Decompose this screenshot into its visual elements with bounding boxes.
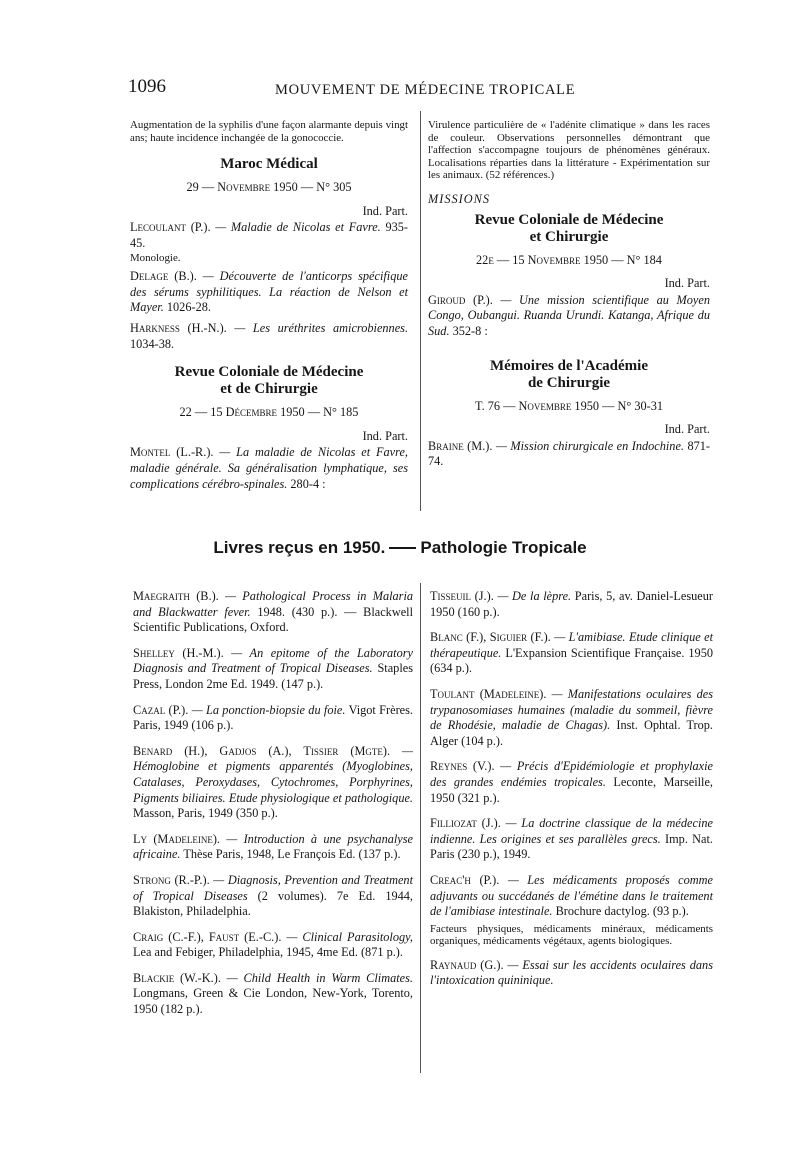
book-author: Craig (C.-F.), Faust (E.-C.).	[133, 929, 282, 944]
book-entry	[430, 630, 713, 677]
entry-ref: 280-4 :	[287, 476, 326, 491]
book-publisher: Lea and Febiger, Philadelphia, 1945, 4me Ed. (871 p.).	[133, 945, 403, 960]
ind-part-label: Ind. Part.	[664, 422, 710, 437]
book-publisher: Thèse Paris, 1948, Le François Ed. (137 p.).	[180, 847, 401, 862]
books-heading-right: Pathologie Tropicale	[420, 538, 587, 557]
book-title: — Clinical Parasitology,	[281, 929, 413, 944]
entry-ref: 352-8 :	[449, 323, 488, 338]
entry-author: Delage (B.).	[130, 269, 197, 284]
article-entry	[428, 439, 710, 470]
book-entry	[133, 971, 413, 1018]
book-publisher: L'Expansion Scientifique Française. 1950 (634 p.).	[430, 645, 713, 676]
book-title: — Introduction à une psychanalyse africaine.	[133, 831, 413, 862]
entry-author: Braine (M.).	[428, 438, 493, 453]
book-publisher: 1948. (430 p.). — Blackwell Scientific Publications, Oxford.	[133, 604, 413, 635]
book-publisher: Staples Press, London 2me Ed. 1949. (147 p.).	[133, 661, 413, 691]
entry-title: — Maladie de Nicolas et Favre.	[215, 220, 381, 235]
book-title: — Hémoglobine et pigments apparentés (Myoglobines, Catalases, Peroxydases, Cytochromes, Porphyrines, Pigments biliaires. Etude physiologique et pathologique.	[133, 743, 413, 805]
entry-ref: 1034-38.	[130, 336, 175, 351]
book-entry	[430, 687, 713, 749]
book-title: — An epitome of the Laboratory Diagnosis and Treatment of Tropical Diseases.	[133, 645, 413, 676]
issue-line: 29 — Novembre 1950 — N° 305	[186, 180, 352, 195]
entry-title: — Mission chirurgicale en Indochine.	[495, 438, 684, 453]
entry-title: — Les uréthrites amicrobiennes.	[234, 320, 409, 335]
article-entry	[130, 321, 408, 352]
journal-title: Maroc Médical	[220, 156, 318, 173]
book-title: — Pathological Process in Malaria and Blackwatter fever.	[133, 589, 414, 619]
book-title: — Les médicaments proposés comme adjuvants ou succédanés de l'émétine dans le traitement de l'amibiase intestinale.	[430, 872, 713, 919]
book-title: — Child Health in Warm Climates.	[220, 970, 413, 985]
journal-title-line: et Chirurgie	[529, 228, 609, 245]
book-publisher: Imp. Nat. Paris (230 p.), 1949.	[430, 831, 713, 862]
left-top-column	[130, 119, 408, 497]
book-author: Creac'h (P.).	[430, 872, 500, 887]
issue-line: 22 — 15 Décembre 1950 — N° 185	[179, 405, 359, 420]
book-publisher: Longmans, Green & Cie London, New-York, Torento, 1950 (182 p.).	[133, 986, 413, 1017]
entry-author: Lecoulant (P.).	[130, 220, 211, 235]
book-entry	[430, 816, 713, 863]
book-publisher: Brochure dactylog. (93 p.).	[552, 904, 689, 919]
ind-part-label: Ind. Part.	[362, 203, 408, 218]
book-title: — De la lèpre.	[493, 589, 572, 603]
book-author: Maegraith (B.).	[133, 589, 219, 603]
book-publisher: Masson, Paris, 1949 (350 p.).	[133, 806, 278, 821]
book-entry	[133, 646, 413, 693]
books-right-column	[430, 589, 713, 999]
page-number: 1096	[128, 76, 166, 97]
book-entry	[430, 958, 713, 989]
book-title: — Manifestations oculaires des trypanosomiases humaines (maladie du sommeil, fièvre de Rhodésie, maladie de Chagas).	[430, 686, 713, 733]
journal-title-line: Revue Coloniale de Médecine	[174, 364, 364, 381]
column-divider	[420, 583, 421, 1073]
books-heading-left: Livres reçus en 1950.	[213, 538, 386, 557]
intro-text: Augmentation de la syphilis d'une façon alarmante depuis vingt ans; haute incidence inchangée de la gonococcie.	[130, 119, 408, 144]
entry-author: Montel (L.-R.).	[130, 445, 214, 460]
issue-line: T. 76 — Novembre 1950 — N° 30-31	[474, 398, 664, 413]
book-entry	[430, 873, 713, 948]
book-author: Reynes (V.).	[430, 759, 495, 774]
entry-author: Giroud (P.).	[428, 292, 493, 307]
section-label: MISSIONS	[428, 191, 490, 206]
book-author: Ly (Madeleine).	[133, 831, 221, 846]
book-publisher: Vigot Frères. Paris, 1949 (106 p.).	[133, 702, 413, 733]
ind-part-label: Ind. Part.	[362, 428, 408, 443]
book-author: Benard (H.), Gadjos (A.), Tissier (Mgte).	[133, 743, 391, 758]
books-left-column	[133, 589, 413, 1028]
book-note: Facteurs physiques, médicaments minéraux, médicaments organiques, médicaments végétaux, agents biologiques.	[430, 922, 713, 948]
intro-text: Virulence particulière de « l'adénite climatique » dans les races de couleur. Observations personnelles démontrant que l'affection s'accompagne toujours de phénomènes généraux. Localisations réparties dans la littérature - Expérimentation sur les animaux. (52 références.)	[428, 119, 710, 182]
journal-title-line: de Chirurgie	[527, 374, 611, 391]
issue-line: 22e — 15 Novembre 1950 — N° 184	[476, 252, 662, 267]
journal-title-line: Revue Coloniale de Médecine	[474, 211, 664, 228]
book-title: — La doctrine classique de la médecine indienne. Les origines et ses parallèles grecs.	[430, 816, 713, 846]
book-publisher: Leconte, Marseille, 1950 (321 p.).	[430, 774, 713, 805]
entry-note: Monologie.	[130, 251, 181, 264]
ind-part-label: Ind. Part.	[664, 276, 710, 291]
book-title: — Précis d'Epidémiologie et prophylaxie des grandes endémies tropicales.	[430, 759, 713, 789]
books-heading	[0, 538, 800, 558]
book-title: — Essai sur les accidents oculaires dans l'intoxication quininique.	[430, 957, 713, 988]
article-entry	[130, 445, 408, 492]
book-author: Cazal (P.).	[133, 702, 189, 717]
book-publisher: Paris, 5, av. Daniel-Lesueur 1950 (160 p.).	[430, 589, 713, 619]
book-author: Strong (R.-P.).	[133, 872, 210, 887]
book-entry	[133, 703, 413, 734]
heading-dash-rule	[389, 547, 416, 549]
book-entry	[430, 589, 713, 620]
entry-ref: 871-74.	[428, 438, 711, 469]
entry-title: — Découverte de l'anticorps spécifique des sérums syphilitiques. La réaction de Nelson et Mayer.	[130, 269, 408, 315]
running-header: MOUVEMENT DE MÉDECINE TROPICALE	[275, 82, 576, 98]
journal-title-line: et de Chirurgie	[220, 381, 318, 398]
book-entry	[133, 930, 413, 961]
book-entry	[133, 873, 413, 920]
book-title: — L'amibiase. Etude clinique et thérapeutique.	[430, 630, 713, 660]
right-top-column	[428, 119, 710, 475]
journal-title-line: Mémoires de l'Académie	[489, 357, 648, 374]
book-author: Blackie (W.-K.).	[133, 970, 221, 985]
entry-ref: 935-45.	[130, 220, 408, 250]
journal-title	[428, 212, 710, 246]
article-entry	[130, 220, 408, 264]
book-author: Toulant (Madeleine).	[430, 686, 547, 701]
book-title: — Diagnosis, Prevention and Treatment of Tropical Diseases	[133, 872, 413, 903]
journal-title	[428, 358, 710, 392]
book-title: — La ponction-biopsie du foie.	[191, 702, 346, 717]
entry-ref: 1026-28.	[163, 300, 211, 315]
book-entry	[133, 589, 413, 636]
book-entry	[133, 744, 413, 822]
book-publisher: Inst. Ophtal. Trop. Alger (104 p.).	[430, 718, 713, 748]
article-entry	[428, 293, 710, 340]
entry-title: — Une mission scientifique au Moyen Congo, Oubangui. Ruanda Urundi. Katanga, Afrique du Sud.	[428, 292, 710, 338]
journal-title	[130, 364, 408, 398]
book-author: Blanc (F.), Siguier (F.).	[430, 630, 551, 645]
entry-author: Harkness (H.-N.).	[130, 320, 227, 335]
article-entry	[130, 269, 408, 316]
book-entry	[133, 832, 413, 863]
book-entry	[430, 759, 713, 806]
entry-title: — La maladie de Nicolas et Favre, maladie générale. Sa généralisation lymphatique, ses complications cérébro-spinales.	[130, 445, 408, 491]
book-publisher: (2 volumes). 7e Ed. 1944, Blakiston, Philadelphia.	[133, 888, 413, 919]
book-author: Shelley (H.-M.).	[133, 645, 224, 660]
book-author: Tisseuil (J.).	[430, 589, 494, 603]
book-author: Raynaud (G.).	[430, 957, 504, 972]
column-divider	[420, 111, 421, 511]
book-author: Filliozat (J.).	[430, 816, 501, 831]
